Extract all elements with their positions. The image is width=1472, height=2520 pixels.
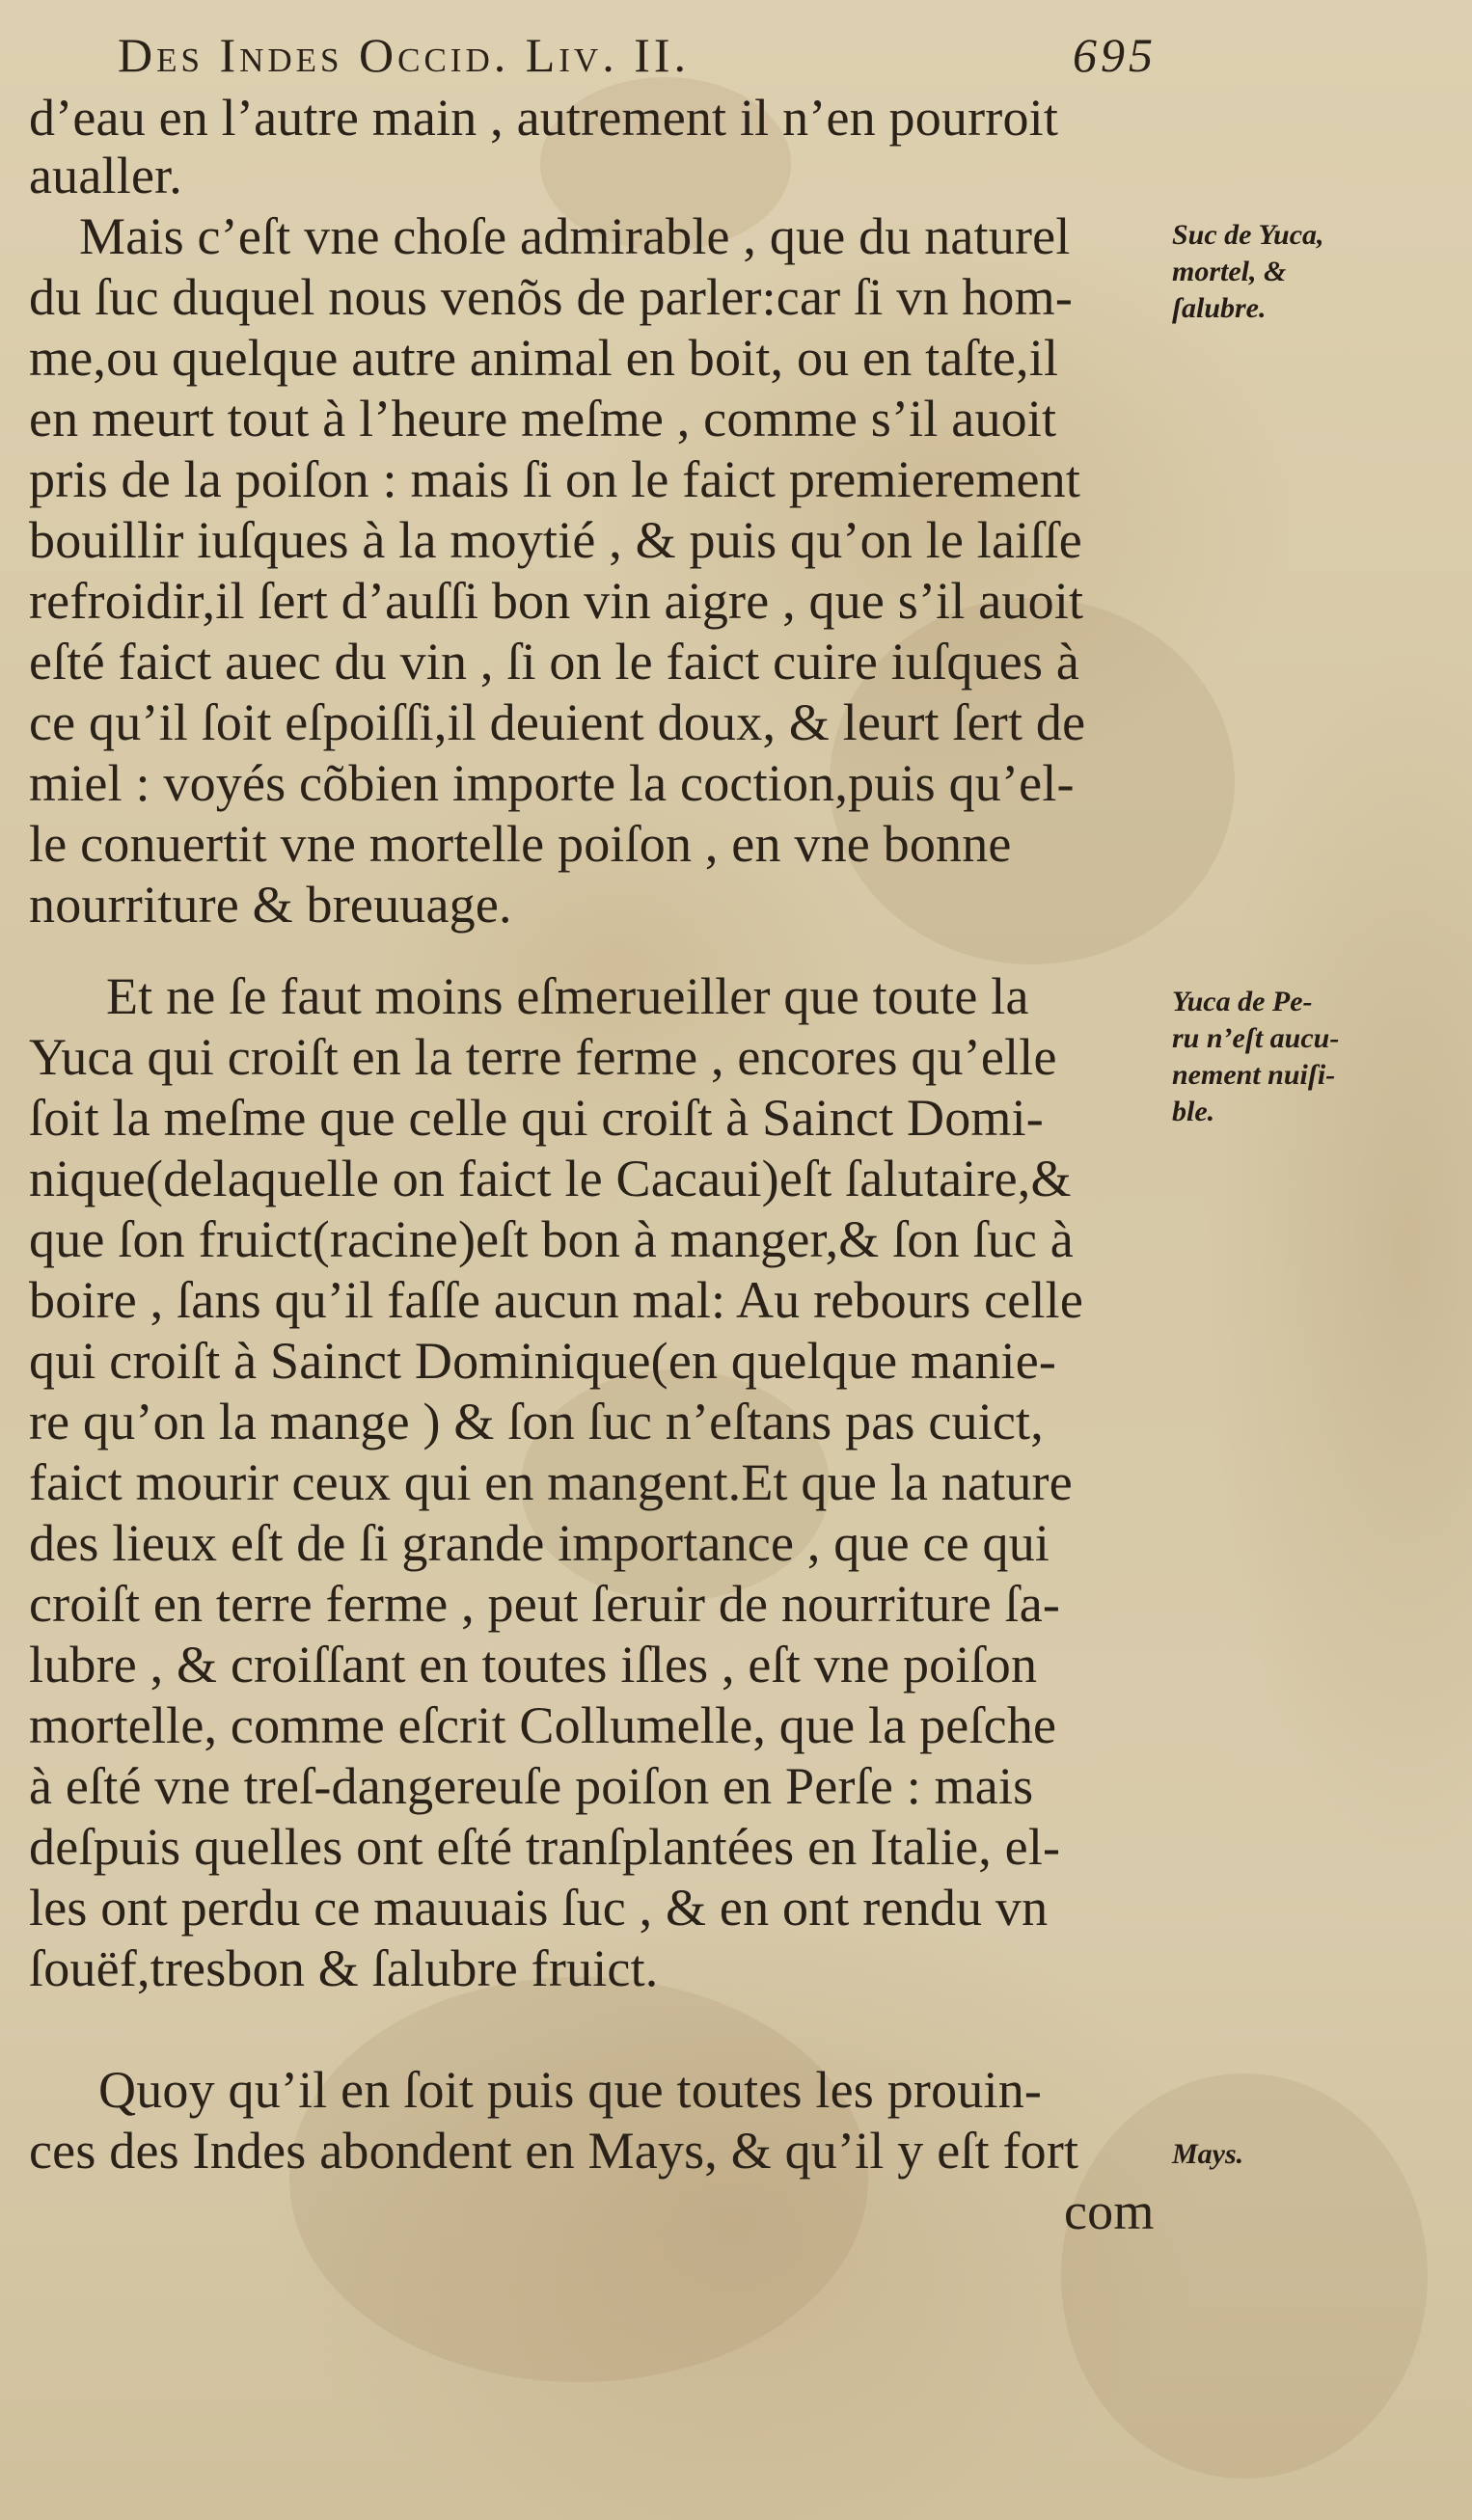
text-line: d’eau en l’autre main , autrement il n’en pourroit (29, 89, 1059, 147)
text-line: me,ou quelque autre animal en boit, ou en taſte,il (29, 329, 1059, 387)
text-line: faict mourir ceux qui en mangent.Et que la nature (29, 1453, 1073, 1511)
text-line: croiſt en terre ferme , peut ſeruir de nourriture ſa- (29, 1575, 1061, 1633)
catchword: com (1064, 2182, 1155, 2240)
margin-note (1172, 984, 1408, 1130)
text-line: ces des Indes abondent en Mays, & qu’il y eſt fort (29, 2122, 1079, 2180)
margin-note-line: ru n’eſt aucu- (1172, 1022, 1340, 1054)
margin-note (1172, 217, 1408, 327)
text-line: pris de la poiſon : mais ſi on le faict premierement (29, 450, 1081, 508)
paper-stain (1061, 2073, 1428, 2479)
text-line: refroidir,il ſert d’auſſi bon vin aigre , que s’il auoit (29, 572, 1084, 630)
text-line: en meurt tout à l’heure meſme , comme s’il auoit (29, 390, 1057, 447)
page-number: 695 (1073, 28, 1157, 82)
text-line: boire , ſans qu’il faſſe aucun mal: Au rebours celle (29, 1271, 1084, 1329)
running-header (118, 21, 1179, 89)
text-line: les ont perdu ce mauuais ſuc , & en ont rendu vn (29, 1879, 1049, 1937)
text-line: du ſuc duquel nous venõs de parler:car ſi vn hom- (29, 268, 1074, 326)
text-line: bouillir iuſques à la moytié , & puis qu’on le laiſſe (29, 511, 1082, 569)
margin-note-line: Suc de Yuca, (1172, 219, 1324, 251)
text-line: ſoit la meſme que celle qui croiſt à Sainct Domi- (29, 1089, 1044, 1147)
text-line: nique(delaquelle on faict le Cacaui)eſt ſalutaire,& (29, 1150, 1072, 1207)
paper-stain (289, 1977, 868, 2382)
text-line: des lieux eſt de ſi grande importance , que ce qui (29, 1514, 1050, 1572)
text-line: que ſon fruict(racine)eſt bon à manger,& ſon ſuc à (29, 1210, 1074, 1268)
margin-note-line: mortel, & (1172, 256, 1287, 287)
running-title: Des Indes Occid. Liv. II. (118, 28, 691, 82)
margin-note-line: Yuca de Pe- (1172, 986, 1313, 1017)
text-line: nourriture & breuuage. (29, 876, 512, 934)
text-line: ce qu’il ſoit eſpoiſſi,il deuient doux, & leurt ſert de (29, 693, 1086, 751)
margin-note-line: ſalubre. (1172, 292, 1267, 324)
text-line: deſpuis quelles ont eſté tranſplantées en Italie, el- (29, 1818, 1061, 1876)
text-line: qui croiſt à Sainct Dominique(en quelque manie- (29, 1332, 1057, 1390)
text-line: miel : voyés cõbien importe la coction,puis qu’el- (29, 754, 1075, 812)
text-line: Yuca qui croiſt en la terre ferme , encores qu’elle (29, 1028, 1057, 1086)
margin-note-line: Mays. (1172, 2138, 1244, 2170)
text-line: Mais c’eſt vne choſe admirable , que du naturel (79, 207, 1071, 265)
text-line: re qu’on la mange ) & ſon ſuc n’eſtans pas cuict, (29, 1393, 1044, 1450)
margin-note (1172, 2136, 1408, 2173)
text-line: aualler. (29, 147, 183, 204)
text-line: eſté faict auec du vin , ſi on le faict cuire iuſques à (29, 633, 1080, 691)
text-line: le conuertit vne mortelle poiſon , en vne bonne (29, 815, 1012, 873)
text-line: à eſté vne treſ-dangereuſe poiſon en Perſe : mais (29, 1757, 1034, 1815)
margin-note-line: nement nuiſi- (1172, 1059, 1336, 1091)
text-line: lubre , & croiſſant en toutes iſles , eſt vne poiſon (29, 1636, 1038, 1694)
margin-note-line: ble. (1172, 1096, 1215, 1127)
text-line: mortelle, comme eſcrit Collumelle, que la peſche (29, 1696, 1057, 1754)
text-line: Quoy qu’il en ſoit puis que toutes les prouin- (98, 2061, 1043, 2119)
text-line: Et ne ſe faut moins eſmerueiller que toute la (106, 967, 1029, 1025)
text-line: ſouëf,tresbon & ſalubre fruict. (29, 1939, 659, 1997)
